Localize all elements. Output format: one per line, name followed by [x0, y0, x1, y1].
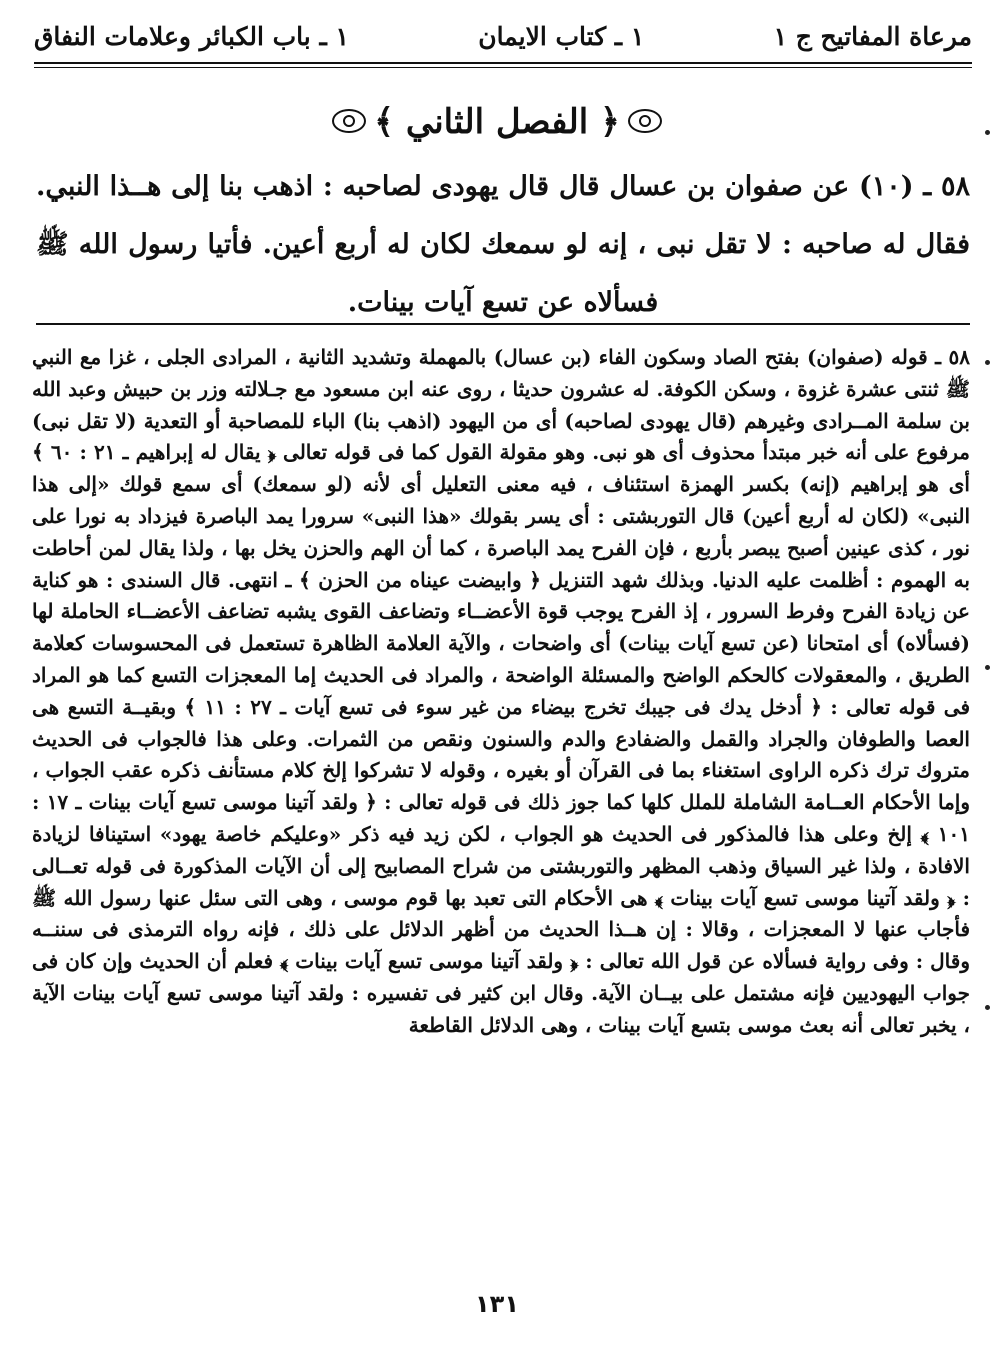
header-rule — [34, 62, 972, 64]
scan-mark — [985, 130, 990, 135]
scan-mark — [985, 1005, 990, 1010]
header-rule-thin — [34, 67, 972, 68]
commentary-text — [32, 342, 970, 1042]
running-header — [34, 14, 972, 58]
scan-mark — [985, 360, 990, 365]
header-chapter: ١ ـ كتاب الايمان — [478, 21, 645, 51]
section-title-row — [0, 92, 994, 150]
section-title: ﴿ الفصل الثاني ﴾ — [374, 101, 620, 142]
commentary-paragraph: ٥٨ ـ قوله (صفوان) بفتح الصاد وسكون الفاء (بن عسال) بالمهملة وتشديد الثانية ، المرادى الجلى ، غزا مع النبي ﷺ ثنتى عشرة غزوة ، وسكن الكوفة. له عشرون حديثا ، روى عنه ابن مسعود مع جـلالته وزر بن حبيش وعبد الله بن سلمة المــرادى وغيرهم (قال يهودى لصاحبه) أى من اليهود (اذهب بنا) الباء للمصاحبة أو التعدية (لا تقل نبى) مرفوع على أنه خبر مبتدأ محذوف أى هو نبى. وهو مقولة القول كما فى قوله تعالى ﴿ يقال له إبراهيم ـ ٢١ : ٦٠ ﴾ أى هو إبراهيم (إنه) بكسر الهمزة استئناف ، فيه معنى التعليل أى لأنه (لو سمعك) أى سمع قولك «إلى هذا النبى» (لكان له أربع أعين) قال التوربشتى : أى يسر بقولك «هذا النبى» سرورا يمد الباصرة فيزداد به نورا على نور ، كذى عينين أصبح يبصر بأربع ، فإن الفرح يمد الباصرة ، كما أن الهم والحزن يخل بها ، ولذا يقال لمن أحاطت به الهموم : أظلمت عليه الدنيا. وبذلك شهد التنزيل ﴿ وابيضت عيناه من الحزن ﴾ ـ انتهى. قال السندى : هو كناية عن زيادة الفرح وفرط السرور ، إذ الفرح يوجب قوة الأعضــاء وتضاعف القوى يشبه تضاعف الأعضــاء الحاملة لها (فسألاه) أى امتحانا (عن تسع آيات بينات) أى واضحات ، والآية العلامة الظاهرة تستعمل فى المحسوسات كعلامة الطريق ، والمعقولات كالحكم الواضح والمسئلة الواضحة ، والمراد فى الحديث إما المعجزات التسع كما هو المراد فى قوله تعالى : ﴿ أدخل يدك فى جيبك تخرج بيضاء من غير سوء فى تسع آيات ـ ٢٧ : ١١ ﴾ وبقيــة التسع هى العصا والطوفان والجراد والقمل والضفادع والدم والسنون ونقص من الثمرات. وعلى هذا فالجواب فى الحديث متروك ترك ذكره الراوى استغناء بما فى القرآن أو بغيره ، وقوله لا تشركوا إلخ كلام مستأنف ذكره عقب الجواب ، وإما الأحكام العــامة الشاملة للملل كلها كما جوز ذلك فى قوله تعالى : ﴿ ولقد آتينا موسى تسع آيات بينات ـ ١٧ : ١٠١ ﴾ إلخ وعلى هذا فالمذكور فى الحديث هو الجواب ، لكن زيد فيه ذكر «وعليكم خاصة يهود» استينافا لزيادة الافادة ، ولذا غير السياق وذهب المظهر والتوربشتى من شراح المصابيح إلى أن الآيات المذكورة فى قوله تعــالى : ﴿ ولقد آتينا موسى تسع آيات بينات ﴾ هى الأحكام التى تعبد بها قوم موسى ، وهى التى سئل عنها رسول الله ﷺ فأجاب عنها لا المعجزات ، وقالا : إن هــذا الحديث من أظهر الدلائل على ذلك ، فإنه رواه الترمذى فى سننــه وقال : وفى رواية فسألاه عن قول الله تعالى : ﴿ ولقد آتينا موسى تسع آيات بينات ﴾ فعلم أن الحديث وإن كان فى جواب اليهوديين فإنه مشتمل على بيــان الآية. وقال ابن كثير فى تفسيره : ولقد آتينا موسى تسع آيات بينات الآية ، يخبر تعالى أنه بعث موسى بتسع آيات بينات ، وهى الدلائل القاطعة — [32, 345, 971, 1037]
ornament-icon — [628, 109, 662, 133]
header-book-title: مرعاة المفاتيح ج ١ — [773, 21, 972, 51]
hadith-text: ٥٨ ـ (١٠) عن صفوان بن عسال قال قال يهودى لصاحبه : اذهب بنا إلى هــذا النبي. فقال له صاحبه : لا تقل نبى ، إنه لو سمعك لكان له أربع أعين. فأتيا رسول الله ﷺ فسألاه عن تسع آيات بينات. — [36, 171, 970, 318]
scan-mark — [985, 665, 990, 670]
page-number: ١٣١ — [475, 1290, 519, 1318]
ornament-icon — [332, 109, 366, 133]
separator-rule — [36, 323, 970, 325]
header-section: ١ ـ باب الكبائر وعلامات النفاق — [34, 21, 349, 51]
